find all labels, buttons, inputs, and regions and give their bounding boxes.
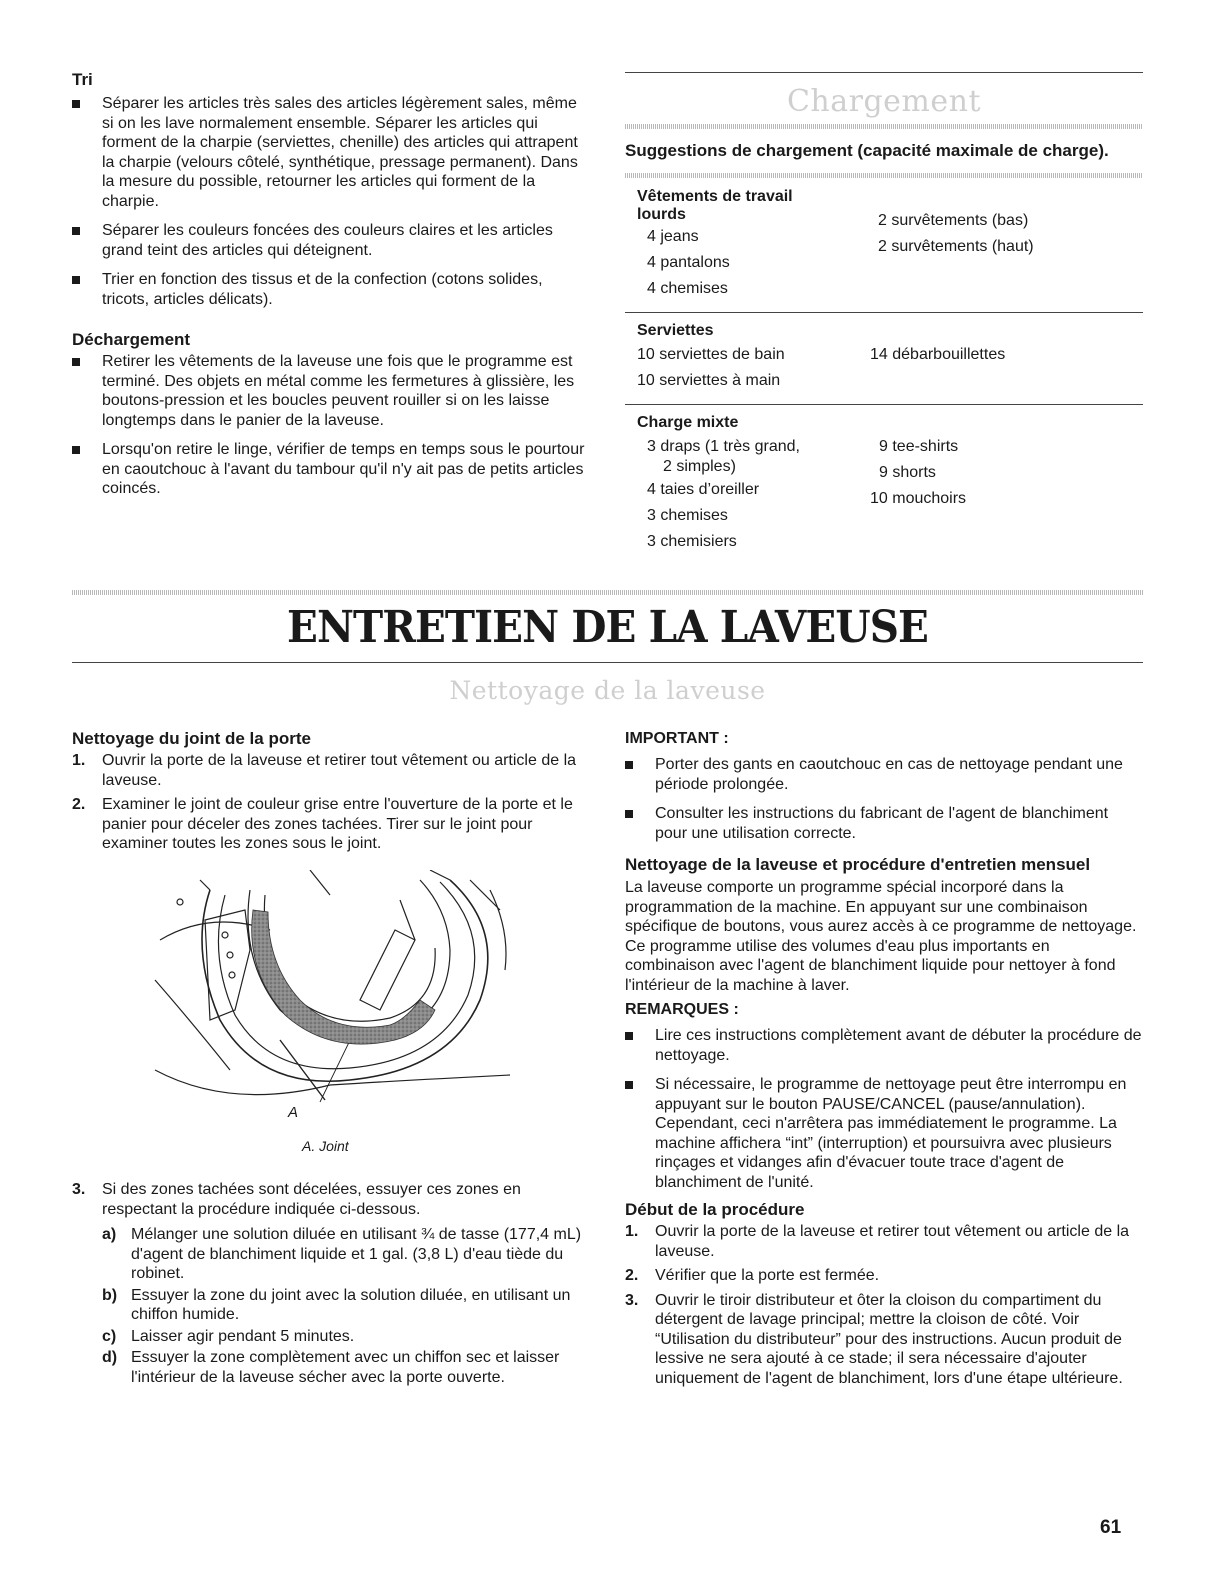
section-subtitle: Nettoyage de la laveuse: [449, 676, 766, 705]
step-number: 2.: [625, 1267, 639, 1284]
load-item: 10 mouchoirs: [870, 490, 967, 507]
substep-item: [102, 1225, 592, 1284]
joint-step3-section: [72, 1180, 592, 1392]
substep-text: Laisser agir pendant 5 minutes.: [131, 1327, 355, 1345]
load-item: 3 chemises: [647, 507, 728, 524]
chargement-title: Chargement: [786, 84, 982, 119]
monthly-heading: Nettoyage de la laveuse et procédure d'entretien mensuel: [625, 855, 1091, 874]
joint-section: [72, 729, 592, 859]
load-item: 9 tee-shirts: [879, 438, 959, 455]
tri-list: [72, 94, 592, 309]
list-item: Retirer les vêtements de la laveuse une fois que le programme est terminé. Des objets en métal comme les fermetures à glissière, les boutons-pression et les boucles peuvent rouiller si on les laisse longtemps dans le panier de la laveuse.: [72, 352, 592, 430]
step-item: [72, 751, 592, 790]
substep-item: [102, 1348, 592, 1387]
step-text: Ouvrir le tiroir distributeur et ôter la cloison du compartiment du détergent de lavage principal; mettre la cloison de côté. Voir “Utilisation du distributeur” pour des instructions. Aucun produit de lessive ne sera ajouté à ce stade; il sera nécessaire d'ajouter uniquement de l'agent de blanchiment, lors d'une étape ultérieure.: [655, 1291, 1123, 1387]
joint-steps-cont: [72, 1180, 592, 1387]
load-item: 2 survêtements (bas): [878, 212, 1029, 229]
load-item: 4 pantalons: [647, 254, 730, 271]
remarques-list: [625, 1026, 1143, 1192]
substep-text: Essuyer la zone complètement avec un chiffon sec et laisser l'intérieur de la laveuse sécher avec la porte ouverte.: [131, 1349, 560, 1386]
load-item: 9 shorts: [879, 464, 936, 481]
load-group-left: [647, 434, 800, 555]
load-group-right: [878, 208, 1034, 260]
dechargement-section: [72, 330, 592, 509]
step-text: Ouvrir la porte de la laveuse et retirer tout vêtement ou article de la laveuse.: [102, 752, 577, 789]
page-title: ENTRETIEN DE LA LAVEUSE: [287, 602, 928, 653]
load-group-heading: Vêtements de travail lourds: [637, 188, 793, 223]
step-item: [72, 1180, 592, 1387]
step-number: 1.: [625, 1223, 639, 1240]
debut-heading: Début de la procédure: [625, 1200, 805, 1219]
load-item: 3 draps (1 très grand,: [647, 438, 800, 455]
tri-heading: Tri: [72, 70, 93, 89]
load-group-work: [625, 188, 1143, 312]
list-item: Lorsqu'on retire le linge, vérifier de temps en temps sous le pourtour en caoutchouc à l'avant du tambour qu'il n'y ait pas de petits articles coincés.: [72, 440, 592, 499]
list-item: Séparer les articles très sales des articles légèrement sales, même si on les lave normalement ensemble. Séparer les articles qui forment de la charpie (serviettes, chenille) des articles qui attrapent la charpie (velours côtelé, synthétique, pressage permanent). Dans la mesure du possible, retourner les articles qui forment de la charpie.: [72, 94, 592, 211]
joint-steps: [72, 751, 592, 854]
load-item: 3 chemisiers: [647, 533, 737, 550]
page-number: 61: [1100, 1517, 1122, 1538]
figure-caption: A. Joint: [302, 1138, 349, 1154]
load-group-towels: [625, 322, 1143, 404]
load-group-left: [637, 342, 785, 394]
list-item: Séparer les couleurs foncées des couleurs claires et les articles grand teint des articles qui déteignent.: [72, 221, 592, 260]
dechargement-heading: Déchargement: [72, 330, 191, 349]
list-item: Porter des gants en caoutchouc en cas de nettoyage pendant une période prolongée.: [625, 755, 1143, 794]
load-group-mixed: [625, 414, 1143, 564]
step-number: 1.: [72, 752, 86, 769]
step-item: [72, 795, 592, 854]
substep-text: Mélanger une solution diluée en utilisant ¾ de tasse (177,4 mL) d'agent de blanchiment liquide et 1 gal. (3,8 L) d'eau tiède du robinet.: [131, 1226, 582, 1282]
load-group-heading: Serviettes: [637, 322, 714, 339]
substep-item: [102, 1286, 592, 1325]
substep-list: [102, 1225, 592, 1387]
important-list: [625, 755, 1143, 843]
chargement-section: [625, 72, 1143, 564]
load-group-left: [647, 224, 730, 302]
list-item: Trier en fonction des tissus et de la confection (cotons solides, tricots, articles délicats).: [72, 270, 592, 309]
substep-letter: b): [102, 1286, 118, 1304]
list-item: Lire ces instructions complètement avant de débuter la procédure de nettoyage.: [625, 1026, 1143, 1065]
step-text: Examiner le joint de couleur grise entre l'ouverture de la porte et le panier pour déceler des zones tachées. Tirer sur le joint pour examiner toutes les zones sous le joint.: [102, 796, 573, 852]
door-seal-figure: [150, 870, 520, 1125]
step-number: 3.: [625, 1291, 639, 1309]
remarques-label: REMARQUES :: [625, 1001, 739, 1018]
substep-item: [102, 1327, 592, 1347]
debut-steps: [625, 1222, 1143, 1388]
right-column: [625, 729, 1143, 1393]
step-item: [625, 1222, 1143, 1261]
load-item: 4 taies d’oreiller: [647, 481, 760, 498]
substep-letter: d): [102, 1349, 118, 1366]
step-text: Ouvrir la porte de la laveuse et retirer tout vêtement ou article de la laveuse.: [655, 1223, 1130, 1260]
title-hatch-rule: [72, 590, 1143, 595]
load-item: 10 serviettes à main: [637, 372, 781, 389]
list-item: Si nécessaire, le programme de nettoyage peut être interrompu en appuyant sur le bouton PAUSE/CANCEL (pause/annulation). Cependant, ceci n'arrêtera pas immédiatement le programme. La machine affichera “int” (interruption) et poursuivra avec plusieurs rinçages et vidanges afin d'évacuer toute trace d'agent de blanchiment de l'unité.: [625, 1075, 1143, 1192]
substep-letter: a): [102, 1226, 117, 1243]
load-item: 14 débarbouillettes: [870, 346, 1006, 363]
figure-label: A: [288, 1104, 299, 1121]
load-item: 4 chemises: [647, 280, 728, 297]
load-group-right: [870, 342, 1005, 368]
important-label: IMPORTANT :: [625, 730, 729, 747]
substep-text: Essuyer la zone du joint avec la solution diluée, en utilisant un chiffon humide.: [131, 1286, 571, 1323]
load-group-right: [870, 434, 966, 512]
title-rule: [72, 662, 1143, 663]
load-item: 4 jeans: [647, 228, 699, 245]
step-item: [625, 1291, 1143, 1389]
load-item: 2 simples): [663, 458, 736, 475]
step-text: Vérifier que la porte est fermée.: [655, 1267, 880, 1284]
joint-heading: Nettoyage du joint de la porte: [72, 729, 311, 748]
monthly-text: La laveuse comporte un programme spécial incorporé dans la programmation de la machine. En appuyant sur une combinaison spécifique de boutons, vous aurez accès à ce programme de nettoyage. Ce programme utilise des volumes d'eau plus importants en combinaison avec l'agent de blanchiment liquide pour nettoyer à fond l'intérieur de la machine à laver.: [625, 879, 1137, 994]
step-item: [625, 1266, 1143, 1286]
step-number: 3.: [72, 1181, 86, 1198]
step-text: Si des zones tachées sont décelées, essuyer ces zones en respectant la procédure indiquée ci-dessous.: [102, 1181, 521, 1218]
step-number: 2.: [72, 796, 86, 813]
list-item: Consulter les instructions du fabricant de l'agent de blanchiment pour une utilisation correcte.: [625, 804, 1143, 843]
tri-section: [72, 70, 592, 319]
load-item: 10 serviettes de bain: [637, 346, 785, 363]
substep-letter: c): [102, 1327, 117, 1345]
chargement-subtitle: Suggestions de chargement (capacité maximale de charge).: [625, 141, 1109, 160]
load-group-heading: Charge mixte: [637, 414, 739, 431]
load-item: 2 survêtements (haut): [878, 238, 1034, 255]
dechargement-list: [72, 352, 592, 499]
